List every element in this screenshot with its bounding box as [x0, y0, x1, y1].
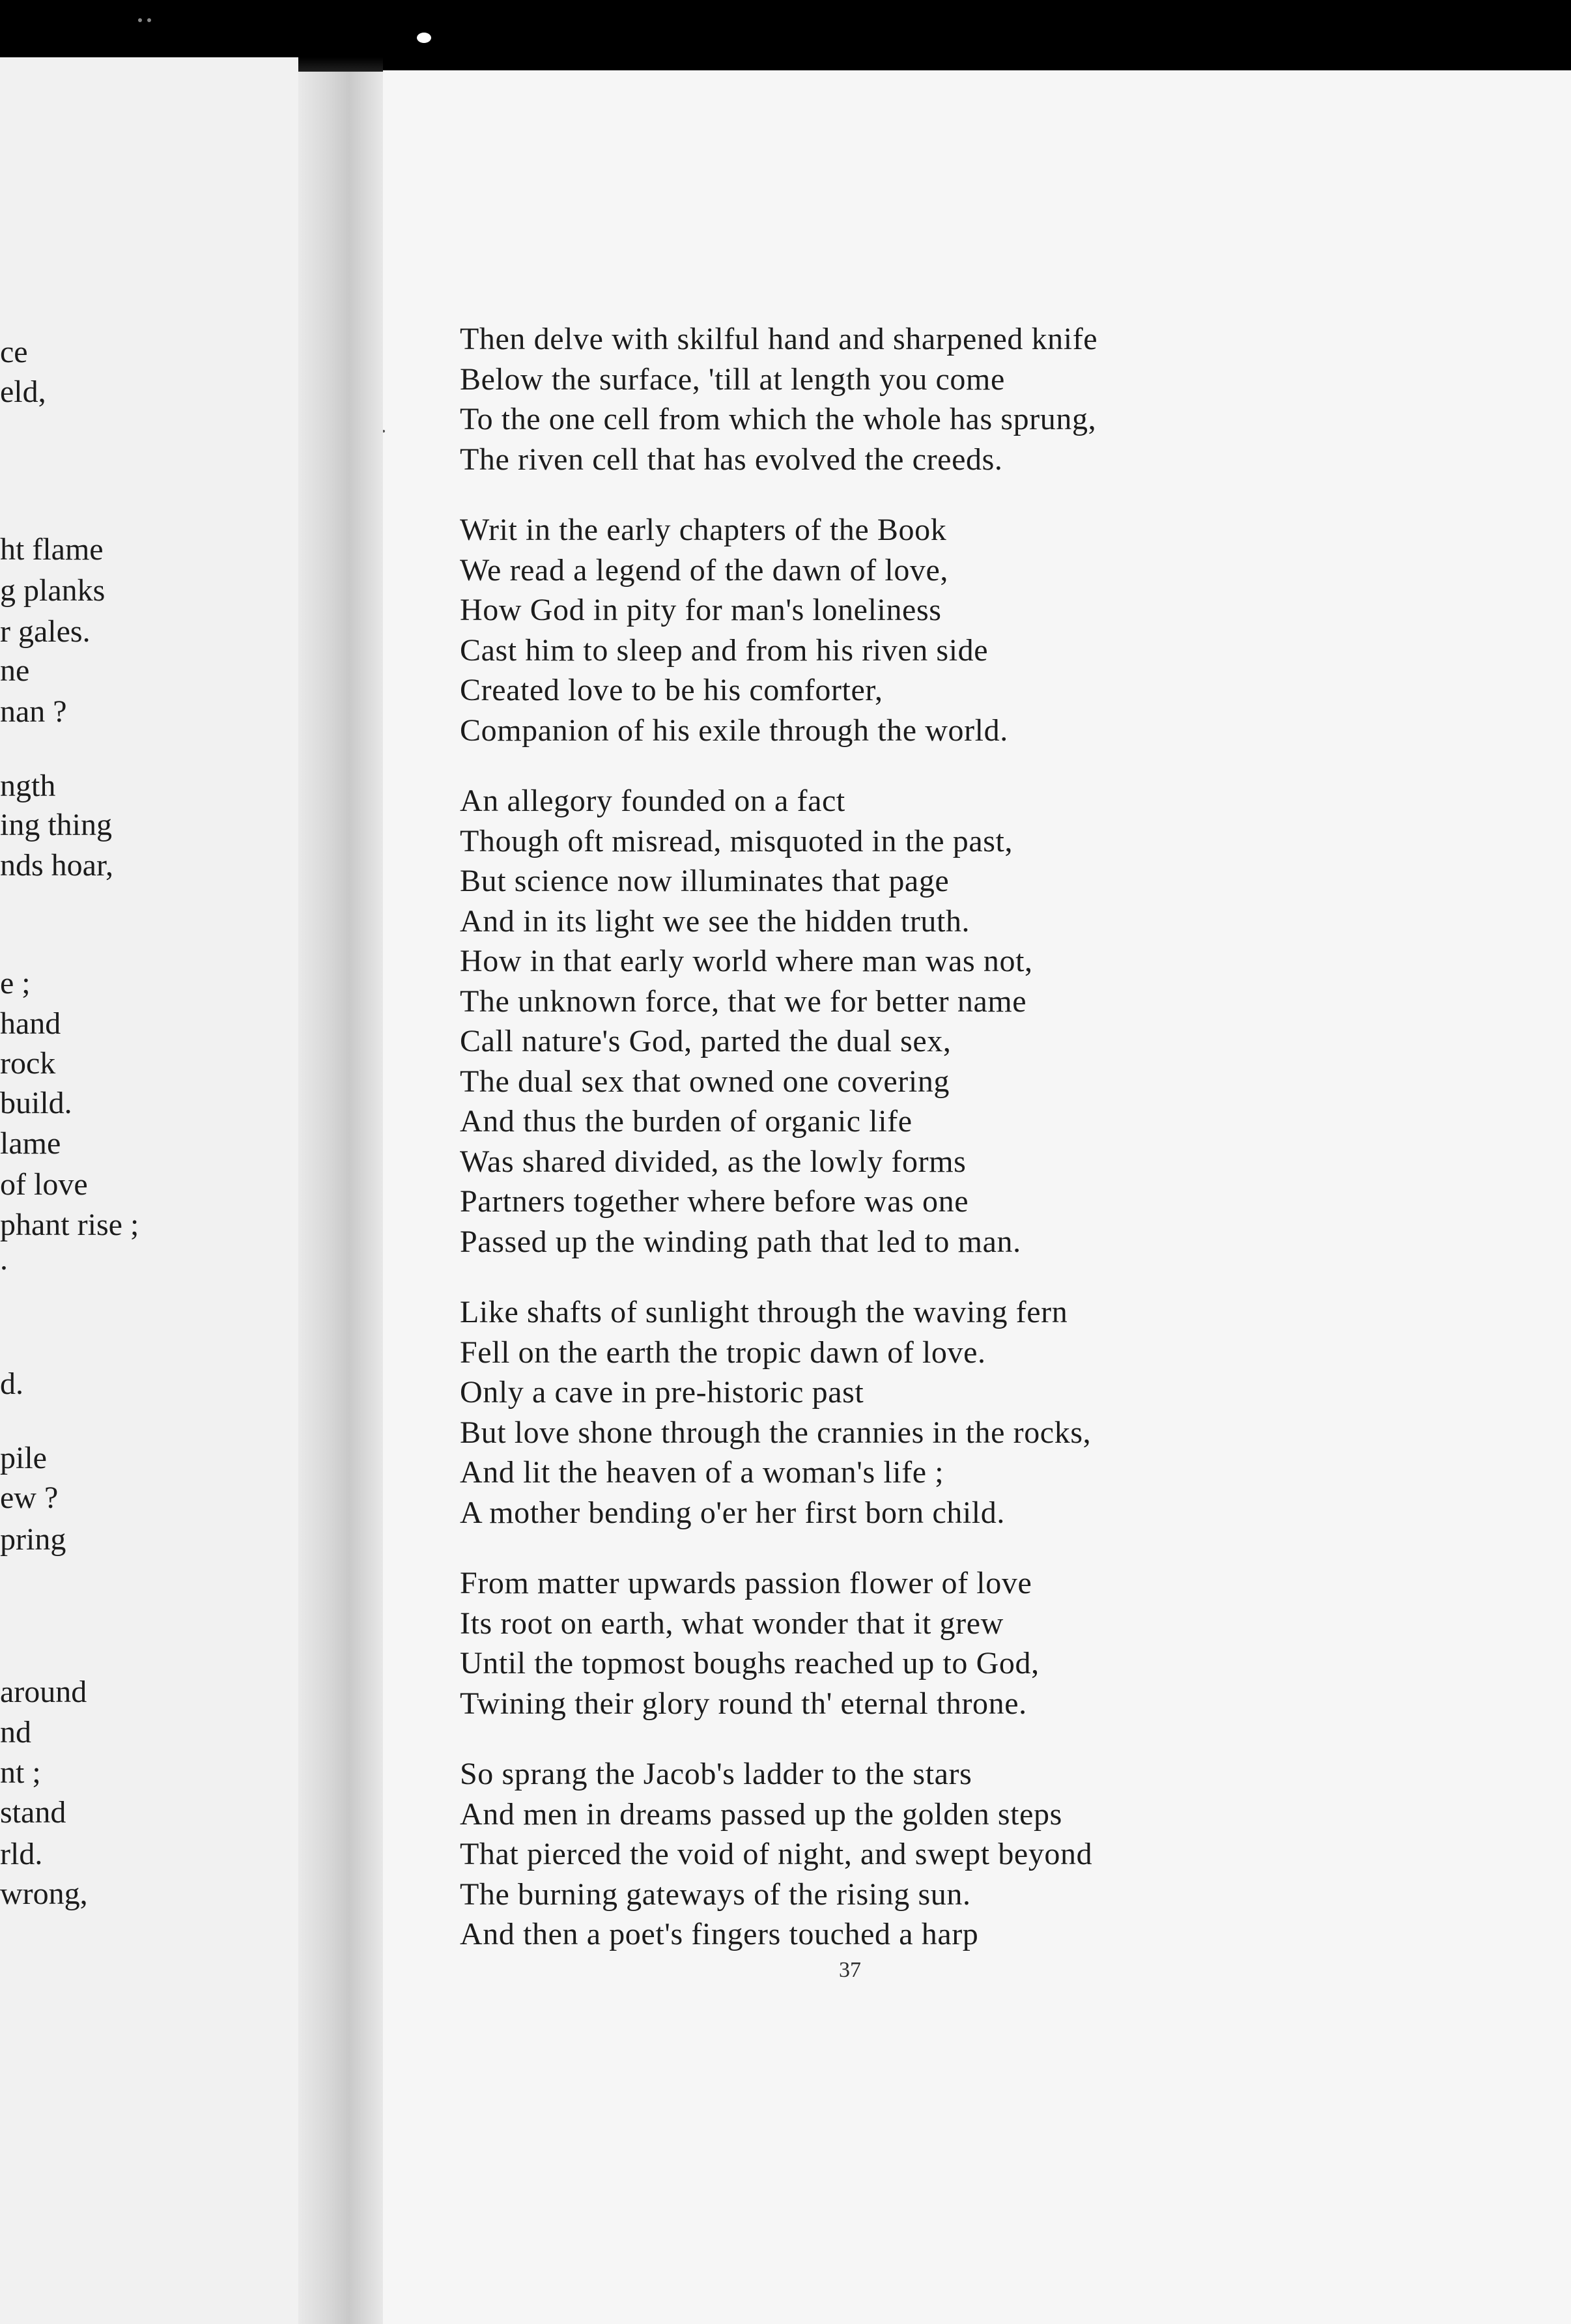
poem-line: So sprang the Jacob's ladder to the stars: [460, 1757, 972, 1791]
poem-line: Partners together where before was one: [460, 1184, 969, 1219]
left-page-line: rld.: [0, 1837, 43, 1871]
left-page-line: ew ?: [0, 1481, 59, 1515]
left-page-line: hand: [0, 1006, 61, 1041]
left-page-line: lame: [0, 1126, 61, 1161]
left-page-line: g planks: [0, 573, 106, 608]
poem-line: Created love to be his comforter,: [460, 673, 883, 707]
left-facing-page: [0, 57, 298, 2324]
left-page-line: ne: [0, 653, 30, 688]
poem-line: Like shafts of sunlight through the waving fern: [460, 1295, 1068, 1329]
poem-line: Only a cave in pre-historic past: [460, 1375, 864, 1410]
poem-line: And lit the heaven of a woman's life ;: [460, 1455, 944, 1490]
scan-speck: [147, 18, 151, 22]
poem-stanza: [460, 1754, 1372, 1955]
poem-stanza: [460, 1292, 1372, 1533]
poem-line: And in its light we see the hidden truth.: [460, 903, 970, 939]
poem-line: And then a poet's fingers touched a harp: [460, 1917, 979, 1951]
poem-line: A mother bending o'er her first born child.: [460, 1495, 1005, 1530]
left-page-line: nd: [0, 1715, 31, 1750]
poem-stanza: [460, 319, 1372, 479]
left-page-line: ce: [0, 335, 28, 369]
left-page-line: r gales.: [0, 614, 91, 649]
poem-line: Its root on earth, what wonder that it grew: [460, 1606, 1004, 1641]
left-page-line: of love: [0, 1167, 88, 1202]
left-page-line: nds hoar,: [0, 848, 114, 883]
dust-mark: [383, 430, 385, 432]
poem-line: But science now illuminates that page: [460, 864, 950, 898]
poem-line: That pierced the void of night, and swept beyond: [460, 1837, 1093, 1871]
poem-line: Call nature's God, parted the dual sex,: [460, 1024, 952, 1058]
book-gutter: [298, 72, 383, 2324]
poem-line: Until the topmost boughs reached up to God,: [460, 1646, 1040, 1680]
left-page-line: ht flame: [0, 532, 104, 567]
poem-line: The unknown force, that we for better name: [460, 984, 1027, 1019]
left-page-line: pring: [0, 1522, 66, 1557]
poem-line: Fell on the earth the tropic dawn of love.: [460, 1335, 986, 1370]
left-page-line: phant rise ;: [0, 1208, 139, 1242]
poem-line: And men in dreams passed up the golden steps: [460, 1796, 1062, 1832]
left-page-line: d.: [0, 1367, 23, 1401]
poem-line: Twining their glory round th' eternal throne.: [460, 1686, 1027, 1721]
poem-line: The dual sex that owned one covering: [460, 1064, 950, 1099]
poem-stanza: [460, 510, 1372, 750]
page-number: 37: [839, 1958, 861, 1982]
poem-line: And thus the burden of organic life: [460, 1104, 913, 1139]
left-page-line: ing thing: [0, 808, 113, 842]
left-page-line: nan ?: [0, 694, 67, 729]
poem-line: Passed up the winding path that led to man.: [460, 1224, 1021, 1259]
left-page-line: e ;: [0, 966, 31, 1000]
poem-line: An allegory founded on a fact: [460, 784, 845, 818]
left-page-text: [0, 57, 298, 2324]
left-page-line: build.: [0, 1086, 72, 1120]
scan-speck: [138, 18, 142, 22]
poem-line: But love shone through the crannies in the rocks,: [460, 1415, 1092, 1450]
poem-line: Companion of his exile through the world.: [460, 713, 1008, 748]
poem-line: Though oft misread, misquoted in the past,: [460, 823, 1013, 858]
left-page-line: ngth: [0, 769, 56, 803]
poem-stanza: [460, 781, 1372, 1262]
poem-line: How in that early world where man was not,: [460, 944, 1033, 978]
left-page-line: stand: [0, 1795, 66, 1830]
poem-line: Was shared divided, as the lowly forms: [460, 1144, 967, 1179]
poem-line: Writ in the early chapters of the Book: [460, 513, 947, 547]
poem-line: The burning gateways of the rising sun.: [460, 1877, 971, 1912]
poem-line: To the one cell from which the whole has sprung,: [460, 402, 1097, 436]
poem-line: Cast him to sleep and from his riven side: [460, 632, 989, 668]
left-page-line: nt ;: [0, 1755, 41, 1790]
poem-line: From matter upwards passion flower of love: [460, 1566, 1032, 1600]
poem-body: [460, 319, 1372, 1985]
left-page-line: wrong,: [0, 1877, 88, 1911]
poem-line: We read a legend of the dawn of love,: [460, 552, 949, 588]
left-page-line: around: [0, 1675, 87, 1709]
scan-speck: [417, 33, 431, 43]
left-page-line: .: [0, 1242, 8, 1277]
left-page-line: eld,: [0, 375, 46, 409]
poem-stanza: [460, 1563, 1372, 1723]
left-page-line: pile: [0, 1441, 47, 1475]
right-page: [383, 70, 1571, 2324]
left-page-line: rock: [0, 1046, 56, 1081]
poem-line: How God in pity for man's loneliness: [460, 593, 942, 627]
poem-line: Then delve with skilful hand and sharpened knife: [460, 322, 1098, 356]
poem-line: The riven cell that has evolved the creeds.: [460, 442, 1003, 477]
poem-line: Below the surface, 'till at length you come: [460, 361, 1005, 397]
